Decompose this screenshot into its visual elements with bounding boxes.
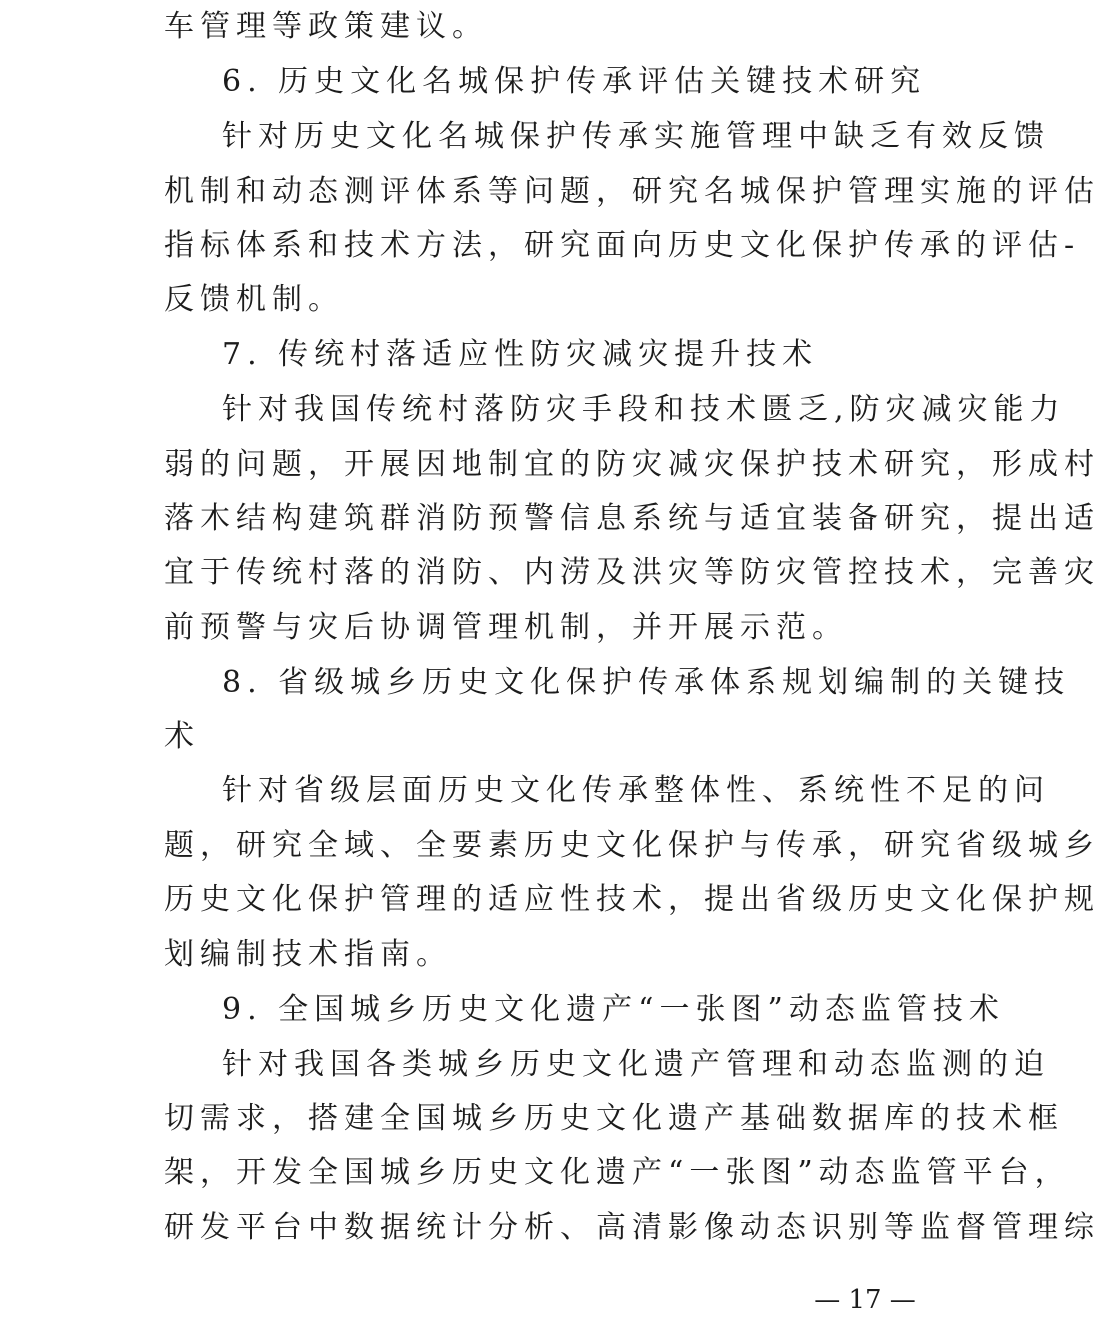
text-line: 针对历史文化名城保护传承实施管理中缺乏有效反馈 [222,119,1050,154]
section-heading-continued: 术 [164,719,200,754]
text-line: 题，研究全域、全要素历史文化保护与传承，研究省级城乡 [164,828,1100,863]
text-line: 切需求，搭建全国城乡历史文化遗产基础数据库的技术框 [164,1101,1064,1136]
text-line: 机制和动态测评体系等问题，研究名城保护管理实施的评估 [164,174,1100,209]
text-line: 架，开发全国城乡历史文化遗产“一张图”动态监管平台， [164,1155,1071,1190]
text-line: 针对省级层面历史文化传承整体性、系统性不足的问 [222,773,1050,808]
section-heading: 9. 全国城乡历史文化遗产“一张图”动态监管技术 [222,992,1005,1027]
page-number: — 17 — [814,1285,916,1315]
text-line: 指标体系和技术方法，研究面向历史文化保护传承的评估- [164,228,1081,263]
text-line: 前预警与灾后协调管理机制，并开展示范。 [164,610,848,645]
text-line: 划编制技术指南。 [164,937,452,972]
section-heading: 7. 传统村落适应性防灾减灾提升技术 [222,337,819,372]
section-heading: 6. 历史文化名城保护传承评估关键技术研究 [222,64,927,99]
text-line: 车管理等政策建议。 [164,9,488,44]
text-line: 弱的问题，开展因地制宜的防灾减灾保护技术研究，形成村 [164,447,1100,482]
text-line: 落木结构建筑群消防预警信息系统与适宜装备研究，提出适 [164,501,1100,536]
text-line: 反馈机制。 [164,282,344,317]
section-heading: 8. 省级城乡历史文化保护传承体系规划编制的关键技 [222,665,1071,700]
text-line: 研发平台中数据统计分析、高清影像动态识别等监督管理综 [164,1210,1100,1245]
text-line: 历史文化保护管理的适应性技术，提出省级历史文化保护规 [164,882,1100,917]
text-line: 针对我国各类城乡历史文化遗产管理和动态监测的迫 [222,1047,1050,1082]
text-line: 针对我国传统村落防灾手段和技术匮乏,防灾减灾能力 [222,392,1066,427]
text-line: 宜于传统村落的消防、内涝及洪灾等防灾管控技术，完善灾 [164,555,1100,590]
